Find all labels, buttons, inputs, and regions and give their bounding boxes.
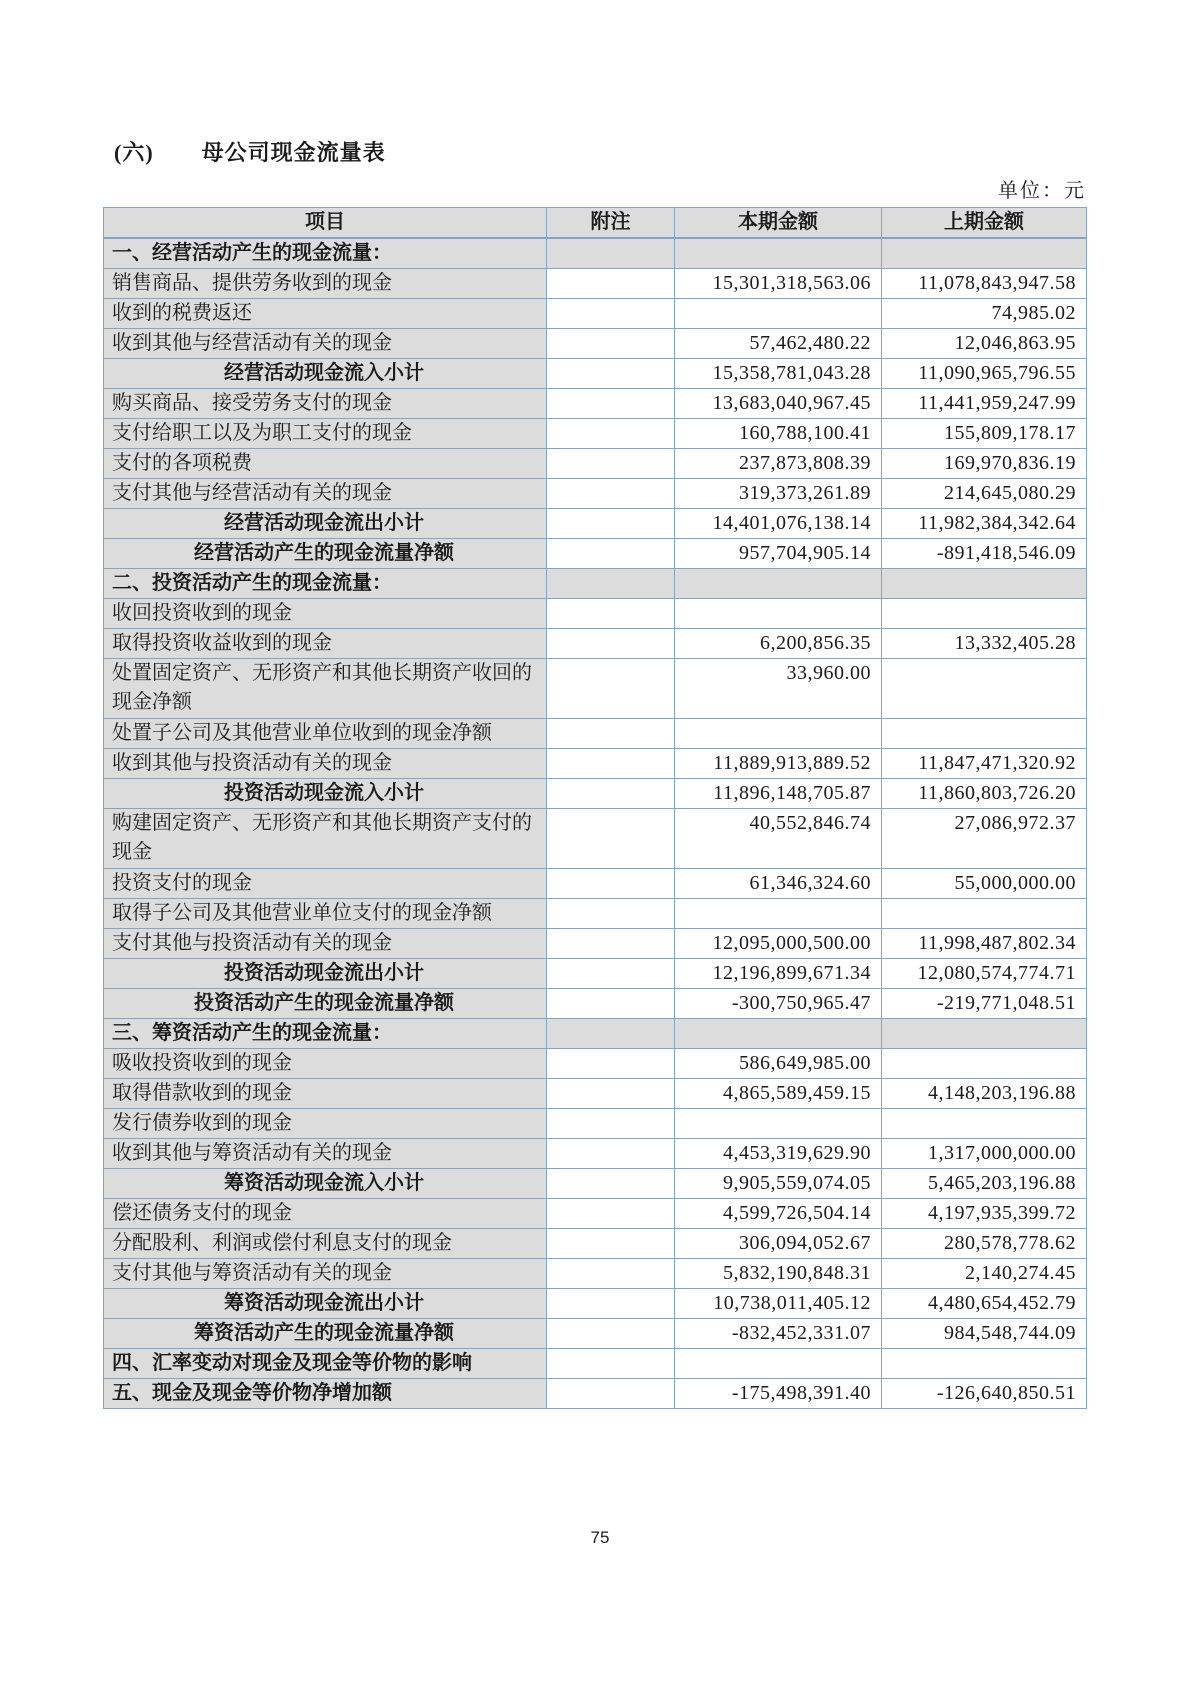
- note-cell: [547, 569, 675, 599]
- table-row: [104, 1169, 1087, 1199]
- note-cell: [547, 1079, 675, 1109]
- item-cell: 筹资活动现金流出小计: [104, 1289, 547, 1319]
- table-row: [104, 929, 1087, 959]
- table-row: [104, 779, 1087, 809]
- current-amount-cell: 57,462,480.22: [675, 329, 882, 359]
- note-cell: [547, 1109, 675, 1139]
- item-cell: 经营活动现金流入小计: [104, 359, 547, 389]
- note-cell: [547, 329, 675, 359]
- prior-amount-cell: 55,000,000.00: [882, 869, 1087, 899]
- prior-amount-cell: -126,640,850.51: [882, 1379, 1087, 1409]
- table-row: [104, 569, 1087, 599]
- prior-amount-cell: 155,809,178.17: [882, 419, 1087, 449]
- item-cell: 吸收投资收到的现金: [104, 1049, 547, 1079]
- note-cell: [547, 719, 675, 749]
- note-cell: [547, 238, 675, 269]
- note-cell: [547, 1139, 675, 1169]
- item-cell: 筹资活动现金流入小计: [104, 1169, 547, 1199]
- current-amount-cell: 10,738,011,405.12: [675, 1289, 882, 1319]
- current-amount-cell: 5,832,190,848.31: [675, 1259, 882, 1289]
- item-cell: 偿还债务支付的现金: [104, 1199, 547, 1229]
- item-cell: 支付其他与筹资活动有关的现金: [104, 1259, 547, 1289]
- note-cell: [547, 599, 675, 629]
- prior-amount-cell: 12,046,863.95: [882, 329, 1087, 359]
- table-row: [104, 329, 1087, 359]
- table-row: [104, 959, 1087, 989]
- note-cell: [547, 1019, 675, 1049]
- prior-amount-cell: 11,441,959,247.99: [882, 389, 1087, 419]
- prior-amount-cell: [882, 1049, 1087, 1079]
- item-cell: 取得子公司及其他营业单位支付的现金净额: [104, 899, 547, 929]
- current-amount-cell: 4,865,589,459.15: [675, 1079, 882, 1109]
- note-cell: [547, 1379, 675, 1409]
- prior-amount-cell: 11,860,803,726.20: [882, 779, 1087, 809]
- item-cell: 取得借款收到的现金: [104, 1079, 547, 1109]
- note-cell: [547, 1169, 675, 1199]
- current-amount-cell: -175,498,391.40: [675, 1379, 882, 1409]
- unit-label: 单位：元: [998, 180, 1086, 202]
- prior-amount-cell: 13,332,405.28: [882, 629, 1087, 659]
- column-header-3: 上期金额: [882, 208, 1087, 239]
- table-row: [104, 749, 1087, 779]
- item-cell: 一、经营活动产生的现金流量：: [104, 238, 547, 269]
- prior-amount-cell: 27,086,972.37: [882, 809, 1087, 869]
- current-amount-cell: 61,346,324.60: [675, 869, 882, 899]
- prior-amount-cell: 4,197,935,399.72: [882, 1199, 1087, 1229]
- column-header-2: 本期金额: [675, 208, 882, 239]
- current-amount-cell: 586,649,985.00: [675, 1049, 882, 1079]
- note-cell: [547, 899, 675, 929]
- note-cell: [547, 869, 675, 899]
- table-row: [104, 389, 1087, 419]
- table-row: [104, 509, 1087, 539]
- prior-amount-cell: 4,480,654,452.79: [882, 1289, 1087, 1319]
- item-cell: 经营活动现金流出小计: [104, 509, 547, 539]
- prior-amount-cell: -219,771,048.51: [882, 989, 1087, 1019]
- current-amount-cell: -300,750,965.47: [675, 989, 882, 1019]
- current-amount-cell: 33,960.00: [675, 659, 882, 719]
- page-title: 母公司现金流量表: [201, 140, 386, 165]
- prior-amount-cell: 11,998,487,802.34: [882, 929, 1087, 959]
- table-header-row: [104, 208, 1087, 239]
- note-cell: [547, 779, 675, 809]
- table-row: [104, 419, 1087, 449]
- note-cell: [547, 1289, 675, 1319]
- table-body: [104, 238, 1087, 1409]
- table-row: [104, 719, 1087, 749]
- note-cell: [547, 1259, 675, 1289]
- prior-amount-cell: [882, 899, 1087, 929]
- prior-amount-cell: 11,847,471,320.92: [882, 749, 1087, 779]
- table-row: [104, 359, 1087, 389]
- table-row: [104, 869, 1087, 899]
- prior-amount-cell: 4,148,203,196.88: [882, 1079, 1087, 1109]
- current-amount-cell: 11,896,148,705.87: [675, 779, 882, 809]
- table-row: [104, 1019, 1087, 1049]
- prior-amount-cell: 74,985.02: [882, 299, 1087, 329]
- table-row: [104, 1109, 1087, 1139]
- prior-amount-cell: 984,548,744.09: [882, 1319, 1087, 1349]
- prior-amount-cell: [882, 719, 1087, 749]
- item-cell: 取得投资收益收到的现金: [104, 629, 547, 659]
- current-amount-cell: 14,401,076,138.14: [675, 509, 882, 539]
- item-cell: 收回投资收到的现金: [104, 599, 547, 629]
- prior-amount-cell: -891,418,546.09: [882, 539, 1087, 569]
- item-cell: 三、筹资活动产生的现金流量：: [104, 1019, 547, 1049]
- item-cell: 支付的各项税费: [104, 449, 547, 479]
- note-cell: [547, 659, 675, 719]
- current-amount-cell: 237,873,808.39: [675, 449, 882, 479]
- table-row: [104, 899, 1087, 929]
- prior-amount-cell: [882, 599, 1087, 629]
- page-number: 75: [590, 1528, 610, 1547]
- note-cell: [547, 749, 675, 779]
- current-amount-cell: 15,358,781,043.28: [675, 359, 882, 389]
- item-cell: 五、现金及现金等价物净增加额: [104, 1379, 547, 1409]
- prior-amount-cell: 214,645,080.29: [882, 479, 1087, 509]
- current-amount-cell: 13,683,040,967.45: [675, 389, 882, 419]
- current-amount-cell: [675, 719, 882, 749]
- note-cell: [547, 419, 675, 449]
- table-row: [104, 1229, 1087, 1259]
- item-cell: 投资活动产生的现金流量净额: [104, 989, 547, 1019]
- table-row: [104, 599, 1087, 629]
- item-cell: 购建固定资产、无形资产和其他长期资产支付的现金: [104, 809, 547, 869]
- note-cell: [547, 539, 675, 569]
- item-cell: 筹资活动产生的现金流量净额: [104, 1319, 547, 1349]
- section-heading: [114, 136, 386, 167]
- note-cell: [547, 1229, 675, 1259]
- prior-amount-cell: [882, 1349, 1087, 1379]
- current-amount-cell: [675, 1019, 882, 1049]
- current-amount-cell: [675, 599, 882, 629]
- item-cell: 二、投资活动产生的现金流量：: [104, 569, 547, 599]
- table-row: [104, 479, 1087, 509]
- item-cell: 支付其他与投资活动有关的现金: [104, 929, 547, 959]
- current-amount-cell: 12,095,000,500.00: [675, 929, 882, 959]
- current-amount-cell: 306,094,052.67: [675, 1229, 882, 1259]
- prior-amount-cell: 280,578,778.62: [882, 1229, 1087, 1259]
- item-cell: 销售商品、提供劳务收到的现金: [104, 269, 547, 299]
- note-cell: [547, 809, 675, 869]
- item-cell: 支付给职工以及为职工支付的现金: [104, 419, 547, 449]
- table-row: [104, 1319, 1087, 1349]
- item-cell: 支付其他与经营活动有关的现金: [104, 479, 547, 509]
- table-row: [104, 1139, 1087, 1169]
- note-cell: [547, 449, 675, 479]
- prior-amount-cell: 1,317,000,000.00: [882, 1139, 1087, 1169]
- current-amount-cell: 6,200,856.35: [675, 629, 882, 659]
- table-row: [104, 989, 1087, 1019]
- item-cell: 经营活动产生的现金流量净额: [104, 539, 547, 569]
- current-amount-cell: [675, 1109, 882, 1139]
- current-amount-cell: -832,452,331.07: [675, 1319, 882, 1349]
- prior-amount-cell: 12,080,574,774.71: [882, 959, 1087, 989]
- current-amount-cell: 4,599,726,504.14: [675, 1199, 882, 1229]
- current-amount-cell: [675, 899, 882, 929]
- item-cell: 收到其他与筹资活动有关的现金: [104, 1139, 547, 1169]
- table-row: [104, 269, 1087, 299]
- current-amount-cell: [675, 238, 882, 269]
- current-amount-cell: 4,453,319,629.90: [675, 1139, 882, 1169]
- note-cell: [547, 1349, 675, 1379]
- note-cell: [547, 389, 675, 419]
- table-row: [104, 539, 1087, 569]
- table-row: [104, 238, 1087, 269]
- note-cell: [547, 359, 675, 389]
- table-row: [104, 1079, 1087, 1109]
- current-amount-cell: 957,704,905.14: [675, 539, 882, 569]
- current-amount-cell: [675, 1349, 882, 1379]
- note-cell: [547, 989, 675, 1019]
- note-cell: [547, 1199, 675, 1229]
- table-row: [104, 299, 1087, 329]
- prior-amount-cell: 5,465,203,196.88: [882, 1169, 1087, 1199]
- current-amount-cell: 160,788,100.41: [675, 419, 882, 449]
- table-row: [104, 1259, 1087, 1289]
- prior-amount-cell: [882, 569, 1087, 599]
- item-cell: 收到其他与投资活动有关的现金: [104, 749, 547, 779]
- table-row: [104, 1199, 1087, 1229]
- prior-amount-cell: 11,982,384,342.64: [882, 509, 1087, 539]
- table-row: [104, 629, 1087, 659]
- current-amount-cell: [675, 299, 882, 329]
- note-cell: [547, 299, 675, 329]
- item-cell: 处置固定资产、无形资产和其他长期资产收回的现金净额: [104, 659, 547, 719]
- prior-amount-cell: 2,140,274.45: [882, 1259, 1087, 1289]
- note-cell: [547, 269, 675, 299]
- current-amount-cell: 11,889,913,889.52: [675, 749, 882, 779]
- prior-amount-cell: [882, 659, 1087, 719]
- note-cell: [547, 479, 675, 509]
- item-cell: 购买商品、接受劳务支付的现金: [104, 389, 547, 419]
- table-row: [104, 809, 1087, 869]
- current-amount-cell: 9,905,559,074.05: [675, 1169, 882, 1199]
- table-row: [104, 1289, 1087, 1319]
- item-cell: 分配股利、利润或偿付利息支付的现金: [104, 1229, 547, 1259]
- item-cell: 收到的税费返还: [104, 299, 547, 329]
- prior-amount-cell: [882, 1109, 1087, 1139]
- prior-amount-cell: 169,970,836.19: [882, 449, 1087, 479]
- table-row: [104, 449, 1087, 479]
- item-cell: 投资活动现金流出小计: [104, 959, 547, 989]
- note-cell: [547, 509, 675, 539]
- note-cell: [547, 959, 675, 989]
- item-cell: 处置子公司及其他营业单位收到的现金净额: [104, 719, 547, 749]
- note-cell: [547, 1319, 675, 1349]
- cash-flow-table: [103, 207, 1087, 1409]
- item-cell: 四、汇率变动对现金及现金等价物的影响: [104, 1349, 547, 1379]
- current-amount-cell: 319,373,261.89: [675, 479, 882, 509]
- table-row: [104, 1349, 1087, 1379]
- current-amount-cell: [675, 569, 882, 599]
- current-amount-cell: 12,196,899,671.34: [675, 959, 882, 989]
- table-row: [104, 659, 1087, 719]
- note-cell: [547, 1049, 675, 1079]
- table-row: [104, 1049, 1087, 1079]
- item-cell: 投资活动现金流入小计: [104, 779, 547, 809]
- item-cell: 投资支付的现金: [104, 869, 547, 899]
- section-heading-index: (六): [114, 140, 154, 165]
- note-cell: [547, 629, 675, 659]
- column-header-1: 附注: [547, 208, 675, 239]
- prior-amount-cell: 11,078,843,947.58: [882, 269, 1087, 299]
- item-cell: 收到其他与经营活动有关的现金: [104, 329, 547, 359]
- prior-amount-cell: [882, 238, 1087, 269]
- note-cell: [547, 929, 675, 959]
- current-amount-cell: 15,301,318,563.06: [675, 269, 882, 299]
- column-header-0: 项目: [104, 208, 547, 239]
- prior-amount-cell: 11,090,965,796.55: [882, 359, 1087, 389]
- current-amount-cell: 40,552,846.74: [675, 809, 882, 869]
- table-row: [104, 1379, 1087, 1409]
- prior-amount-cell: [882, 1019, 1087, 1049]
- item-cell: 发行债券收到的现金: [104, 1109, 547, 1139]
